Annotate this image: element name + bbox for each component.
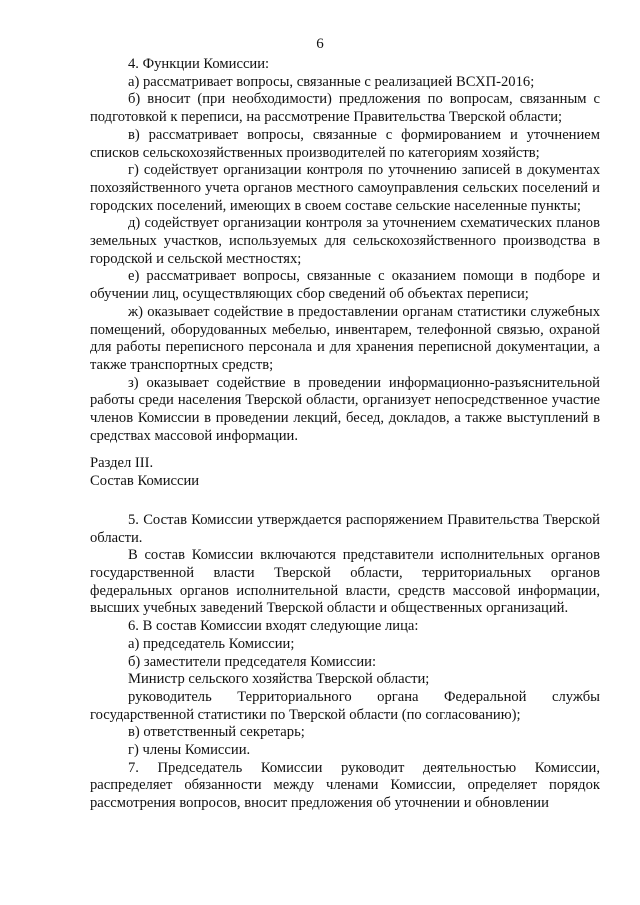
- paragraph-item-7: 7. Председатель Комиссии руководит деятельностью Комиссии, распределяет обязанности между членами Комиссии, определяет порядок рассмотрения вопросов, вносит предложения об уточнении и обновлении: [90, 759, 600, 812]
- paragraph-function-b: б) вносит (при необходимости) предложения по вопросам, связанным с подготовкой к переписи, на рассмотрение Правительства Тверской области;: [90, 91, 600, 126]
- paragraph-function-e: е) рассматривает вопросы, связанные с оказанием помощи в подборе и обучении лиц, осуществляющих сбор сведений об объектах переписи;: [90, 268, 600, 303]
- paragraph-item-6: 6. В состав Комиссии входят следующие лица:: [128, 618, 419, 635]
- page-number: 6: [316, 36, 324, 52]
- paragraph-functions-heading: 4. Функции Комиссии:: [128, 56, 270, 72]
- paragraph-head-statistics: руководитель Территориального органа Федеральной службы государственной статистики по Тверской области (по согласованию);: [90, 688, 600, 723]
- paragraph-function-g: г) содействует организации контроля по уточнению записей в документах похозяйственного учета органов местного самоуправления сельских поселений и городских поселений, имеющих в своем составе сельские населенные пункты;: [90, 162, 600, 214]
- paragraph-function-a: а) рассматривает вопросы, связанные с реализацией ВСХП-2016;: [128, 73, 535, 90]
- section-title: Состав Комиссии: [90, 473, 200, 490]
- paragraph-chairman: а) председатель Комиссии;: [128, 635, 295, 652]
- spacer: [90, 445, 600, 455]
- paragraph-function-z: з) оказывает содействие в проведении информационно-разъяснительной работы среди населения Тверской области, организует непосредственное участие членов Комиссии в проведении лекций, бесед, докладов, а также выступлений в средствах массовой информации.: [90, 374, 600, 444]
- paragraph-secretary: в) ответственный секретарь;: [128, 724, 305, 741]
- paragraph-function-d: д) содействует организации контроля за уточнением схематических планов земельных участков, используемых для сельскохозяйственного производства в городской и сельской местностях;: [90, 215, 600, 267]
- paragraph-function-v: в) рассматривает вопросы, связанные с формированием и уточнением списков сельскохозяйственных производителей по категориям хозяйств;: [90, 126, 600, 161]
- spacer: [90, 491, 600, 512]
- paragraph-deputies: б) заместители председателя Комиссии:: [128, 653, 376, 670]
- paragraph-item-5: 5. Состав Комиссии утверждается распоряжением Правительства Тверской области.: [90, 511, 600, 546]
- section-number: Раздел III.: [90, 455, 154, 472]
- functions-section: [90, 56, 600, 445]
- paragraph-function-zh: ж) оказывает содействие в предоставлении органам статистики служебных помещений, оборудованных мебелью, инвентарем, телефонной связью, охраной для работы переписного персонала и для хранения переписной документации, а также транспортных средств;: [90, 303, 600, 373]
- paragraph-members: г) члены Комиссии.: [128, 742, 251, 759]
- paragraph-minister: Министр сельского хозяйства Тверской области;: [128, 671, 430, 688]
- paragraph-composition-includes: В состав Комиссии включаются представители исполнительных органов государственной власти Тверской области, территориальных органов федеральных органов исполнительной власти, средств массовой информации, высших учебных заведений Тверской области и общественных организаций.: [90, 547, 600, 617]
- document-body: [90, 56, 600, 813]
- composition-section: [90, 512, 600, 813]
